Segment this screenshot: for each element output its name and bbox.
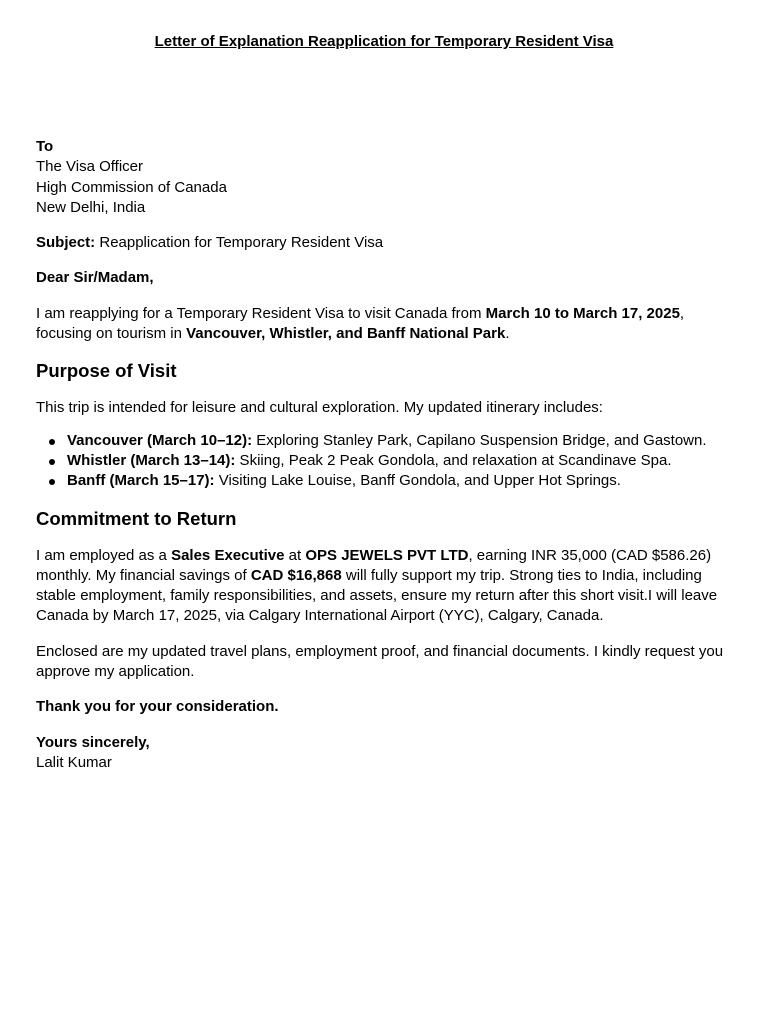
intro-destinations: Vancouver, Whistler, and Banff National Park: [186, 325, 506, 343]
intro-paragraph: [36, 304, 736, 345]
intro-text-1: I am reapplying for a Temporary Resident Visa to visit Canada from: [36, 304, 486, 322]
signature-block: [36, 733, 736, 774]
subject-label: Subject:: [36, 234, 96, 252]
commitment-paragraph: [36, 546, 736, 627]
recipient-address: [36, 137, 736, 218]
closing-line: Yours sincerely,: [36, 733, 150, 751]
enclosed-paragraph: Enclosed are my updated travel plans, employment proof, and financial documents. I kindly request you approve my application.: [36, 642, 724, 681]
subject-line: [36, 233, 736, 253]
job-title: Sales Executive: [171, 546, 285, 564]
commitment-text-2: at: [284, 546, 306, 564]
intro-text-3: .: [505, 325, 510, 343]
commitment-text-4: will fully support my trip. Strong ties to India, including stable employment, family responsibilities, and assets, ensure my return after this short visit.I will leave Canada by March 17, 2025, via Calgary International Airport (YYC), Calgary, Canada.: [36, 566, 718, 625]
letter-title: Letter of Explanation Reapplication for Temporary Resident Visa: [154, 33, 614, 50]
signature-name: Lalit Kumar: [36, 753, 112, 771]
intro-text-2: , focusing on tourism in: [36, 304, 685, 343]
address-to: To: [36, 138, 54, 155]
itinerary-text: Visiting Lake Louise, Banff Gondola, and Upper Hot Springs.: [214, 472, 621, 490]
savings-amount: CAD $16,868: [250, 566, 342, 584]
list-item: [67, 471, 736, 491]
list-item: [67, 431, 736, 451]
commitment-text-1: I am employed as a: [36, 546, 172, 564]
itinerary-text: Exploring Stanley Park, Capilano Suspension Bridge, and Gastown.: [252, 431, 707, 449]
address-line-2: High Commission of Canada: [36, 178, 227, 196]
purpose-paragraph: This trip is intended for leisure and cultural exploration. My updated itinerary includes:: [36, 399, 603, 417]
address-line-1: The Visa Officer: [36, 158, 143, 176]
intro-dates: March 10 to March 17, 2025: [485, 304, 680, 322]
thanks-line: Thank you for your consideration.: [36, 698, 279, 716]
salutation: Dear Sir/Madam,: [36, 269, 154, 287]
itinerary-list: [36, 431, 736, 492]
purpose-heading: Purpose of Visit: [36, 360, 177, 382]
subject-text: Reapplication for Temporary Resident Visa: [95, 234, 384, 252]
employer-name: OPS JEWELS PVT LTD: [305, 546, 469, 564]
itinerary-label: Whistler (March 13–14):: [67, 451, 236, 469]
itinerary-label: Banff (March 15–17):: [67, 472, 215, 490]
list-item: [67, 451, 736, 471]
itinerary-label: Vancouver (March 10–12):: [67, 431, 253, 449]
address-line-3: New Delhi, India: [36, 198, 146, 216]
commitment-text-3: , earning INR 35,000 (CAD $586.26) monthly. My financial savings of: [36, 546, 712, 584]
letter-body: [36, 137, 736, 773]
itinerary-text: Skiing, Peak 2 Peak Gondola, and relaxation at Scandinave Spa.: [235, 451, 672, 469]
commitment-heading: Commitment to Return: [36, 507, 237, 529]
